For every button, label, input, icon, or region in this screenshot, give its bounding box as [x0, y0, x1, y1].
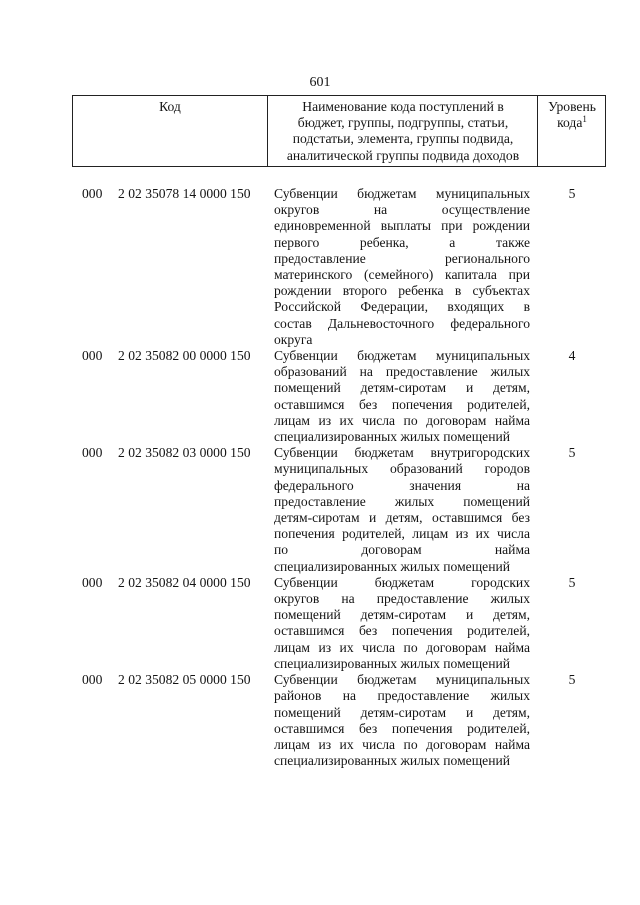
- code-level: 5: [568, 186, 576, 201]
- name-line: специализированных жилых помещений: [274, 558, 511, 574]
- table-header: [72, 95, 606, 167]
- name-line: попечения родителей, лицам из их числа: [274, 526, 530, 542]
- name-line: Субвенции бюджетам городских: [274, 574, 530, 590]
- code-level: 5: [568, 445, 576, 461]
- name-line: специализированных жилых помещений: [274, 753, 511, 769]
- name-line: федерального значения на: [274, 477, 530, 493]
- header-name: Наименование кода поступлений в бюджет, группы, подгруппы, статьи, подстатьи, элемента, группы подвида, аналитической группы подвида доходов: [286, 99, 520, 163]
- admin-code: 000: [82, 186, 103, 201]
- name-line: состав Дальневосточного федерального: [274, 315, 530, 331]
- name-line: детям-сиротам и детям, оставшимся без: [274, 510, 530, 526]
- income-code: 2 02 35082 03 0000 150: [118, 445, 251, 461]
- code-level: 5: [568, 574, 576, 590]
- name-line: образований на предоставление жилых: [274, 364, 530, 380]
- name-line: специализированных жилых помещений: [274, 655, 511, 671]
- name-line: помещений детям-сиротам и детям,: [274, 607, 530, 623]
- admin-code: 000: [82, 445, 103, 461]
- name-line: округа: [274, 331, 313, 347]
- name-line: округов на осуществление: [274, 202, 530, 218]
- name-line: специализированных жилых помещений: [274, 429, 511, 445]
- code-level: 4: [568, 348, 576, 364]
- income-code: 2 02 35082 05 0000 150: [118, 672, 251, 688]
- name-line: Субвенции бюджетам муниципальных: [274, 348, 530, 364]
- name-line: предоставление регионального: [274, 250, 530, 266]
- name-line: оставшимся без попечения родителей,: [274, 623, 530, 639]
- name-line: по договорам найма: [274, 542, 530, 558]
- income-code: 2 02 35078 14 0000 150: [118, 186, 251, 201]
- name-line: помещений детям-сиротам и детям,: [274, 380, 530, 396]
- name-line: оставшимся без попечения родителей,: [274, 720, 530, 736]
- code-level: 5: [568, 672, 576, 688]
- name-line: рождении второго ребенка в субъектах: [274, 283, 530, 299]
- name-line: Субвенции бюджетам внутригородских: [274, 445, 530, 461]
- admin-code: 000: [82, 672, 103, 688]
- name-line: помещений детям-сиротам и детям,: [274, 704, 530, 720]
- name-line: лицам из их числа по договорам найма: [274, 639, 530, 655]
- income-name: [274, 348, 530, 445]
- name-line: первого ребенка, а также: [274, 234, 530, 250]
- header-level: Уровень кода$^1$: [548, 99, 596, 131]
- income-name: [274, 186, 530, 348]
- page-number: 601: [309, 75, 331, 90]
- table-row: [0, 672, 640, 769]
- name-line: Субвенции бюджетам муниципальных: [274, 672, 530, 688]
- name-line: муниципальных образований городов: [274, 461, 530, 477]
- income-name: [274, 672, 530, 769]
- header-code: Код: [159, 99, 181, 114]
- name-line: материнского (семейного) капитала при: [274, 267, 530, 283]
- name-line: лицам из их числа по договорам найма: [274, 412, 530, 428]
- name-line: округов на предоставление жилых: [274, 591, 530, 607]
- name-line: районов на предоставление жилых: [274, 688, 530, 704]
- name-line: лицам из их числа по договорам найма: [274, 736, 530, 752]
- income-code: 2 02 35082 04 0000 150: [118, 574, 251, 590]
- table-row: [0, 445, 640, 575]
- admin-code: 000: [82, 348, 103, 364]
- income-name: [274, 445, 530, 575]
- name-line: единовременной выплаты при рождении: [274, 218, 530, 234]
- income-code: 2 02 35082 00 0000 150: [118, 348, 251, 364]
- admin-code: 000: [82, 574, 103, 590]
- name-line: оставшимся без попечения родителей,: [274, 396, 530, 412]
- table-row: [0, 348, 640, 445]
- name-line: Субвенции бюджетам муниципальных: [274, 186, 530, 201]
- column-divider: [267, 95, 268, 167]
- income-name: [274, 575, 530, 672]
- table-row: [0, 186, 640, 348]
- name-line: предоставление жилых помещений: [274, 493, 530, 509]
- table-row: [0, 575, 640, 672]
- name-line: Российской Федерации, входящих в: [274, 299, 530, 315]
- table-body: [0, 186, 640, 769]
- footnote-marker: 1: [582, 114, 587, 125]
